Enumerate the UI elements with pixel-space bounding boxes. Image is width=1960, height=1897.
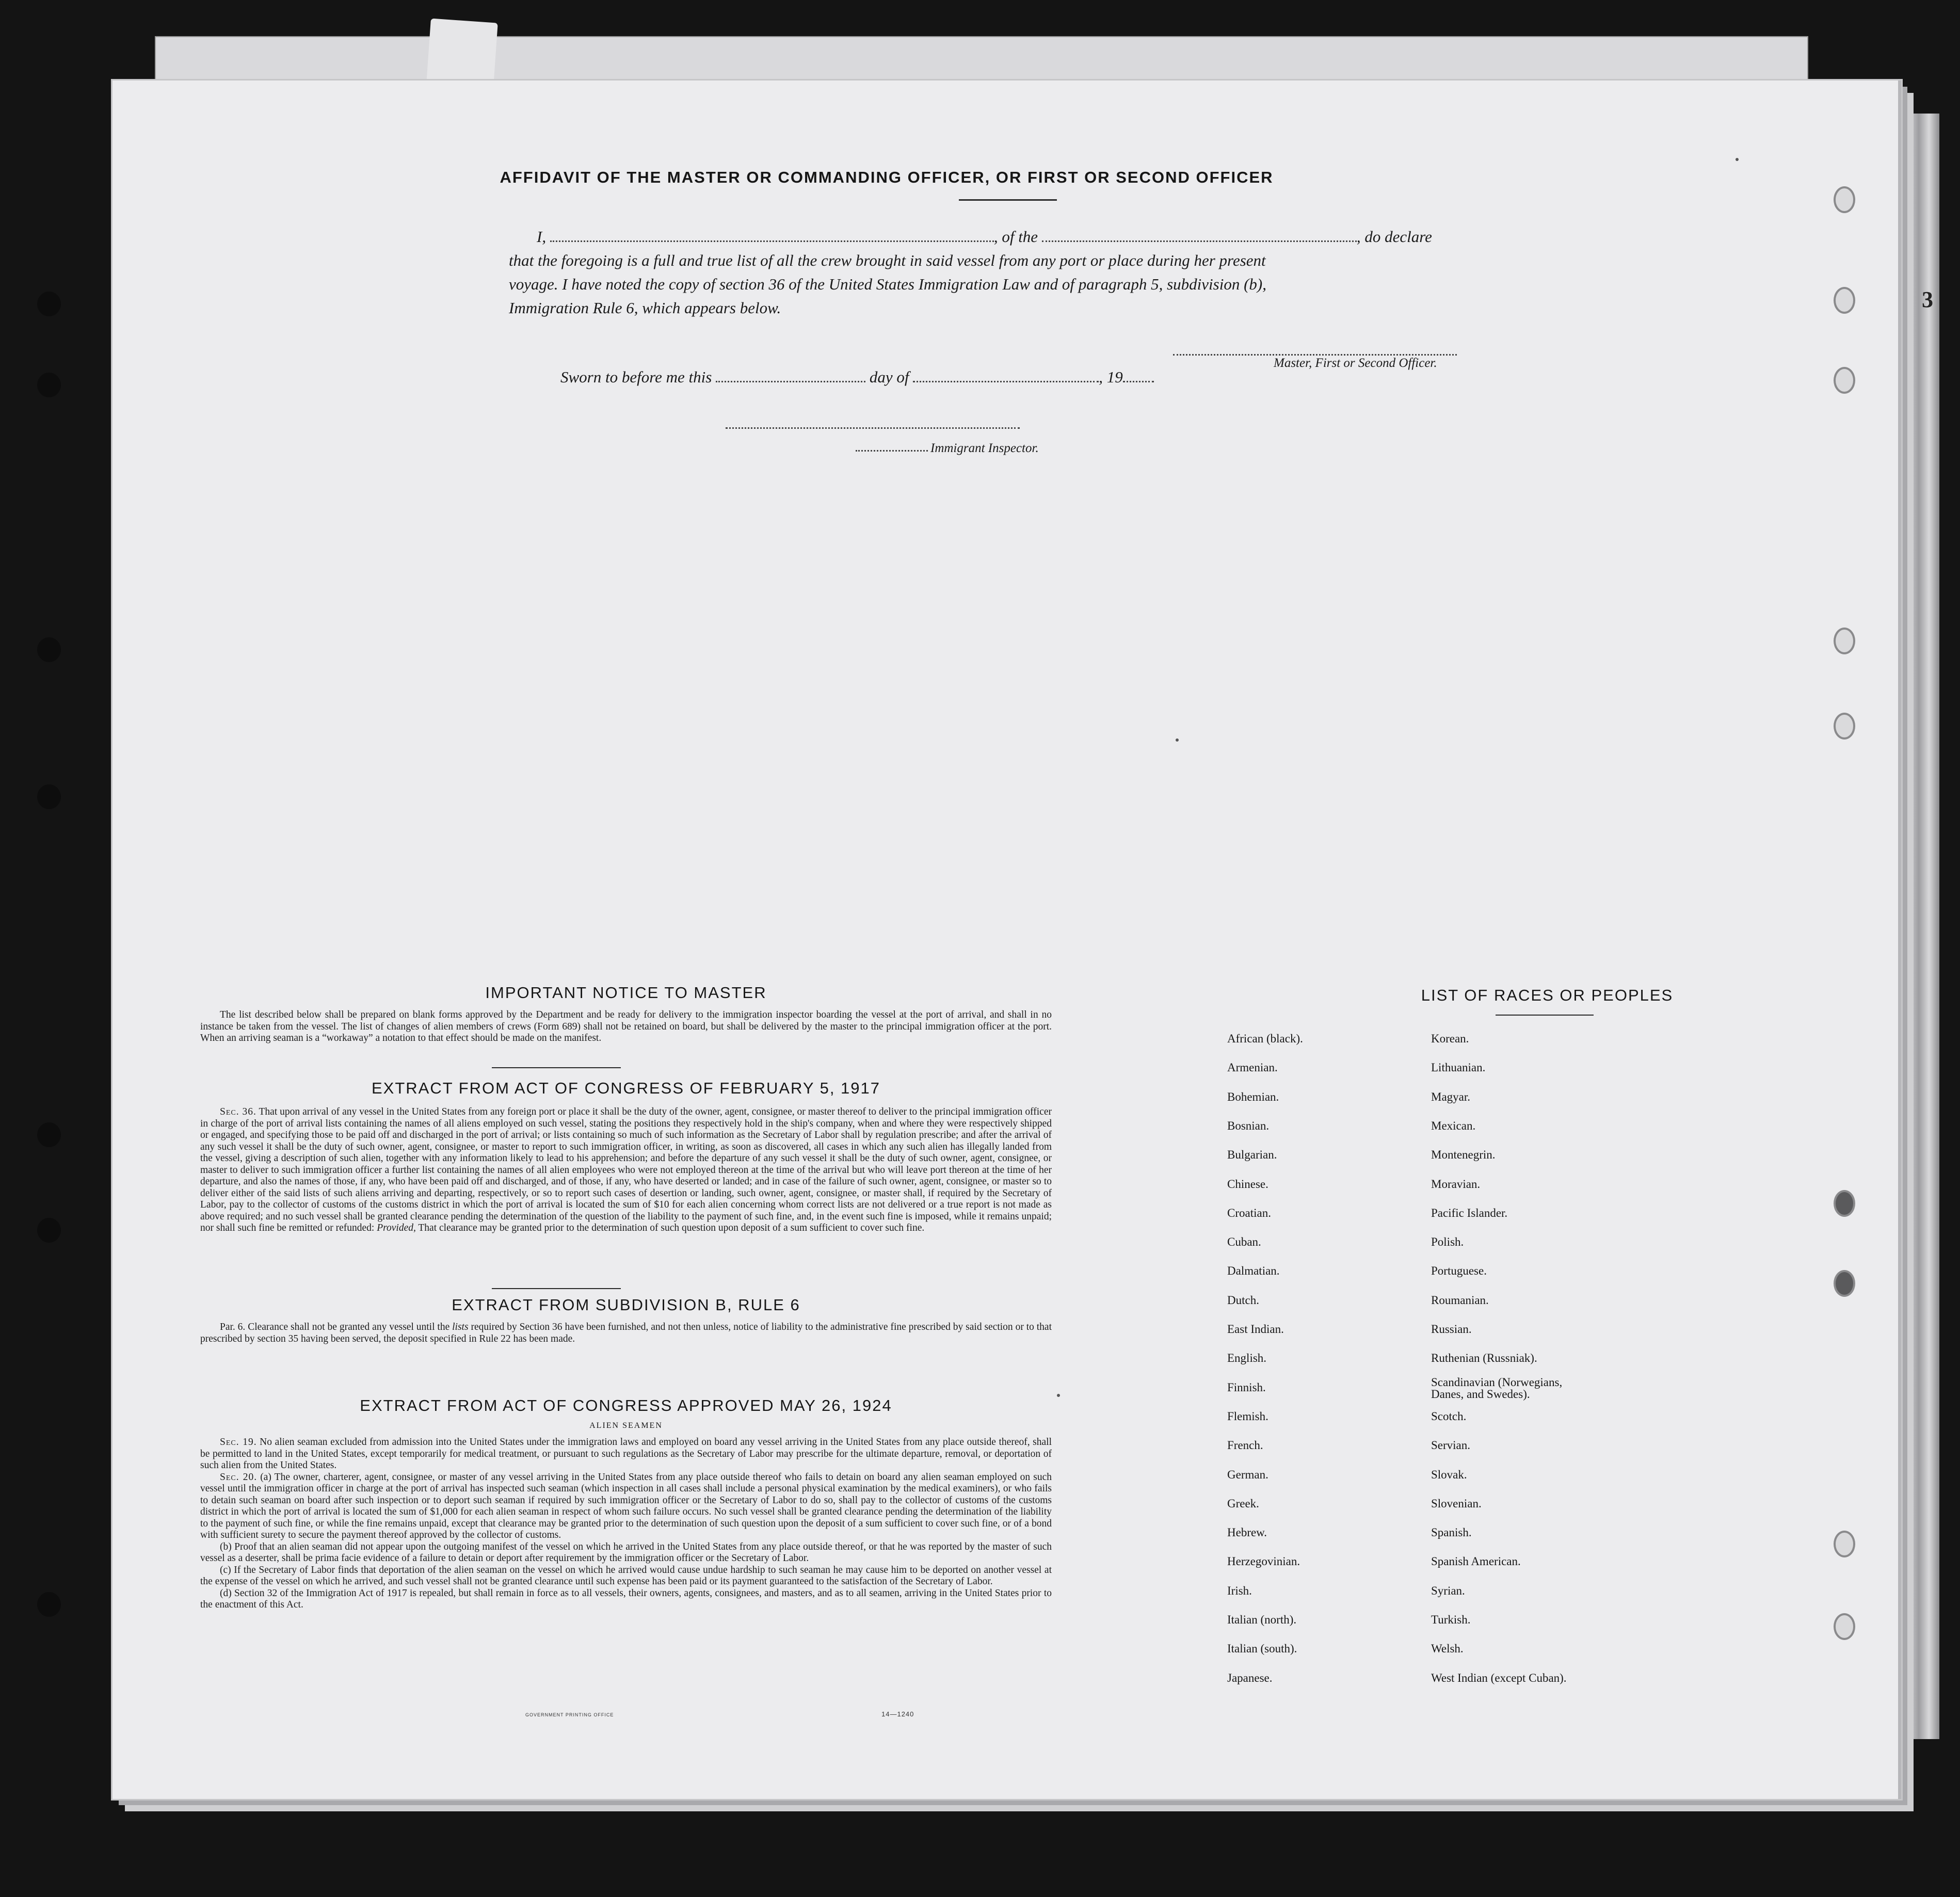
lists-word: lists — [452, 1322, 469, 1332]
printer-imprint: GOVERNMENT PRINTING OFFICE — [525, 1712, 614, 1717]
extract-1917-rule — [492, 1288, 621, 1289]
inspector-signature-field[interactable] — [726, 427, 1020, 429]
race-item: Montenegrin. — [1431, 1148, 1496, 1162]
ring-icon — [1834, 1190, 1855, 1217]
section-36-text: That upon arrival of any vessel in the United States from any foreign port or place it shall be the duty of the owner, agent, consignee, or master thereof to deliver to the principal immigration officer in charge of the port of arrival lists containing the names of all aliens employed on such vessel, stating the positions they respectively hold in the ship's company, when and where they were respectively shipped or engaged, and specifying those to be paid off and discharged in the port of arrival; or lists containing so much of such information as the Secretary of Labor shall by regulation prescribe; and after the arrival of any such vessel it shall be the duty of such owner, agent, consignee, or master to report to such immigration officer, in writing, as soon as discovered, all cases in which any such alien has illegally landed from the vessel, giving a description of such alien, together with any information likely to lead to his apprehension; and before the departure of any such vessel it shall be the duty of such owner, agent, consignee, or master to deliver to such immigration officer a further list containing the names of all alien employees who were not employed thereon at the time of the arrival but who will leave port thereon at the time of her departure, and also the names of those, if any, who have been paid off and discharged, and of those, if any, who have deserted or landed; and in case of the failure of such owner, agent, consignee, or master so to deliver either of the said lists of such aliens arriving and departing, respectively, or so to report such cases of desertion or landing, such owner, agent, consignee, or master shall, if required by the Secretary of Labor, pay to the collector of customs of the customs district in which the port of arrival is located the sum of $10 for each alien concerning whom correct lists are not delivered or a true report is not made as above required; and no such vessel shall be granted clearance pending the determination of the question of the liability to the payment of such fine, and, in the event such fine is imposed, while it remains unpaid; nor shall such fine be remitted or refunded: — [200, 1106, 1052, 1233]
binder-hole-icon — [37, 1592, 61, 1617]
race-item: Lithuanian. — [1431, 1061, 1486, 1074]
race-item: Italian (south). — [1227, 1642, 1297, 1655]
race-item: German. — [1227, 1468, 1268, 1481]
notice-title: IMPORTANT NOTICE TO MASTER — [485, 984, 767, 1002]
declarant-name-field[interactable] — [550, 240, 994, 242]
affidavit-line-4: Immigration Rule 6, which appears below. — [509, 299, 781, 317]
race-item: Korean. — [1431, 1032, 1469, 1045]
race-item: Syrian. — [1431, 1584, 1465, 1597]
section-36-label: Sec. 36. — [220, 1106, 256, 1117]
affidavit-title-rule — [959, 199, 1057, 201]
affidavit-line-2: that the foregoing is a full and true list of all the crew brought in said vessel from any port or place during her present — [509, 251, 1266, 269]
section-36-paragraph — [200, 1106, 1052, 1234]
race-item: Italian (north). — [1227, 1613, 1297, 1626]
notice-rule — [492, 1067, 621, 1068]
ring-icon — [1834, 1531, 1855, 1557]
sec20d-paragraph: (d) Section 32 of the Immigration Act of 1917 is repealed, but shall remain in force as to all vessels, their owners, agents, consignees, and masters, and as to all seamen, arriving in the United States prior to the enactment of this Act. — [200, 1587, 1052, 1610]
sworn-year-field[interactable] — [1123, 381, 1154, 382]
race-item: Roumanian. — [1431, 1293, 1489, 1307]
race-item: Scandinavian (Norwegians, Danes, and Swedes). — [1431, 1375, 1563, 1401]
race-item: Cuban. — [1227, 1235, 1261, 1249]
race-item: Dutch. — [1227, 1293, 1259, 1307]
paper-speck — [1176, 738, 1179, 742]
race-item: Scotch. — [1431, 1409, 1467, 1423]
race-item: Servian. — [1431, 1439, 1471, 1452]
sworn-line — [560, 365, 1154, 389]
provided-word: Provided, — [377, 1223, 416, 1233]
affidavit-title: AFFIDAVIT OF THE MASTER OR COMMANDING OFFICER, OR FIRST OR SECOND OFFICER — [500, 168, 1274, 186]
ring-icon — [1834, 628, 1855, 654]
race-item: Flemish. — [1227, 1409, 1268, 1423]
rule6-paragraph — [200, 1322, 1052, 1345]
extract-rule6-text — [200, 1322, 1052, 1345]
race-item: West Indian (except Cuban). — [1431, 1671, 1567, 1684]
edge-mark: 3 — [1922, 287, 1933, 312]
binder-hole-icon — [37, 373, 61, 397]
paper-speck — [1057, 1394, 1060, 1397]
affidavit-line-1 — [537, 225, 1620, 249]
affidavit-line-3: voyage. I have noted the copy of section 36 of the United States Immigration Law and of paragraph 5, subdivision (b), — [509, 275, 1266, 293]
year-label: , 19 — [1099, 368, 1123, 386]
race-item: Portuguese. — [1431, 1264, 1487, 1278]
rule6-text-end: required by Section 36 have been furnished, and not then unless, notice of liability to the administrative fine prescribed by said section or to that prescribed by section 35 having been served, the deposit specified in Rule 22 has been made. — [200, 1322, 1052, 1344]
race-item: Greek. — [1227, 1497, 1259, 1510]
binder-hole-icon — [37, 784, 61, 809]
master-signature-label: Master, First or Second Officer. — [1274, 356, 1437, 370]
race-item: Croatian. — [1227, 1206, 1271, 1219]
race-item: Pacific Islander. — [1431, 1206, 1508, 1219]
ring-icon — [1834, 1270, 1855, 1297]
binder-hole-icon — [37, 637, 61, 662]
race-item: Bulgarian. — [1227, 1148, 1277, 1162]
race-item: Spanish. — [1431, 1526, 1472, 1539]
race-item: Irish. — [1227, 1584, 1252, 1597]
extract-1924-title: EXTRACT FROM ACT OF CONGRESS APPROVED MAY 26, 1924 — [360, 1396, 892, 1414]
race-item: English. — [1227, 1352, 1267, 1365]
race-item: Bohemian. — [1227, 1090, 1279, 1103]
race-item: Magyar. — [1431, 1090, 1471, 1103]
ring-icon — [1834, 287, 1855, 314]
race-item: French. — [1227, 1439, 1263, 1452]
race-item: Polish. — [1431, 1235, 1464, 1249]
binder-hole-icon — [37, 292, 61, 316]
declare-label: , do declare — [1356, 228, 1432, 246]
races-right-column — [1431, 1033, 1689, 1765]
section-36-text-end: That clearance may be granted prior to the determination of such question upon deposit of a sum sufficient to cover such fine. — [415, 1223, 925, 1233]
races-left-column — [1227, 1033, 1434, 1765]
race-item: Ruthenian (Russniak). — [1431, 1352, 1537, 1365]
sec20b-paragraph: (b) Proof that an alien seaman did not appear upon the outgoing manifest of the vessel on which he arrived in the United States from any place outside thereof, or that he was reported by the master of such vessel as a deserter, shall be prima facie evidence of a failure to detain or deport after requirement by the immigration officer or the Secretary of Labor. — [200, 1541, 1052, 1564]
alien-seamen-subtitle: ALIEN SEAMEN — [589, 1421, 663, 1430]
vessel-name-field[interactable] — [1042, 240, 1357, 242]
form-number: 14—1240 — [881, 1710, 914, 1718]
sec20-label: Sec. 20. — [220, 1471, 258, 1483]
page-edge-strip — [1908, 114, 1939, 1739]
binder-hole-icon — [37, 1218, 61, 1243]
sec20a-text: (a) The owner, charterer, agent, consignee, or master of any vessel arriving in the United States from any place outside thereof who fails to detain on board any alien seaman employed on such vessel until the immigration officer in charge at the port of arrival has inspected such seaman (which inspection in all cases shall include a personal physical examination by the medical examiners), or who fails to detain such seaman on board after such inspection or to deport such seaman if required by such immigration officer or the Secretary of Labor to do so, shall pay to the collector of customs of the customs district in which the port of arrival is located the sum of $1,000 for each alien seaman in respect of whom such failure occurs. No such vessel shall be granted clearance pending the determination of the liability to the payment of such fine, or while the fine remains unpaid, except that clearance may be granted prior to the determination of such question upon the deposit of a sum sufficient to cover such fine, or of a bond with sufficient surety to secure the payment thereof approved by the collector of customs. — [200, 1471, 1052, 1540]
sworn-day-field[interactable] — [716, 381, 865, 382]
extract-1917-title: EXTRACT FROM ACT OF CONGRESS OF FEBRUARY 5, 1917 — [371, 1079, 881, 1097]
ring-icon — [1834, 367, 1855, 394]
sec20a-paragraph — [200, 1472, 1052, 1541]
extract-1924-text — [200, 1437, 1052, 1611]
race-item: Armenian. — [1227, 1061, 1278, 1074]
race-item: Spanish American. — [1431, 1555, 1521, 1568]
sec19-paragraph — [200, 1437, 1052, 1472]
extract-rule6-title: EXTRACT FROM SUBDIVISION B, RULE 6 — [452, 1296, 800, 1314]
race-item: Japanese. — [1227, 1671, 1273, 1684]
race-item: Turkish. — [1431, 1613, 1471, 1626]
sec19-label: Sec. 19. — [220, 1437, 257, 1448]
race-item: Dalmatian. — [1227, 1264, 1280, 1278]
races-title-rule — [1496, 1015, 1594, 1016]
race-item: Bosnian. — [1227, 1119, 1270, 1132]
race-item: Herzegovinian. — [1227, 1555, 1300, 1568]
inspector-signature-lead — [856, 450, 928, 452]
sec20c-paragraph: (c) If the Secretary of Labor finds that deportation of the alien seaman on the vessel on which he arrived would cause undue hardship to such seaman he may cause him to be deported on another vessel at the expense of the vessel on which he arrived, and such vessel shall not be granted clearance until such expense has been paid or its payment guaranteed to the satisfaction of the Secretary of Labor. — [200, 1564, 1052, 1587]
race-item: Finnish. — [1227, 1380, 1266, 1394]
race-item: Russian. — [1431, 1323, 1472, 1336]
race-item: East Indian. — [1227, 1323, 1284, 1336]
race-item: Moravian. — [1431, 1177, 1481, 1191]
declarant-of-label: , of the — [993, 228, 1038, 246]
paper-speck — [1736, 158, 1739, 161]
ring-icon — [1834, 713, 1855, 739]
day-of-label: day of — [869, 368, 909, 386]
sec19-text: No alien seaman excluded from admission into the United States under the immigration laws and employed on board any vessel arriving in the United States from any place outside thereof, shall be permitted to land in the United States, except temporarily for medical treatment, or pursuant to such regulations as the Secretary of Labor may prescribe for the ultimate departure, removal, or deportation of such alien from the United States. — [200, 1437, 1052, 1471]
race-item: Hebrew. — [1227, 1526, 1267, 1539]
ring-icon — [1834, 1613, 1855, 1640]
notice-paragraph: The list described below shall be prepared on blank forms approved by the Department and be ready for delivery to the immigration inspector boarding the vessel at the port of arrival, and shall in no instance be taken from the vessel. The list of changes of alien members of crews (Form 689) shall not be retained on board, but shall be delivered by the master to the principal immigration officer at the port. When an arriving seaman is a “workaway” a notation to that effect should be made on the manifest. — [200, 1009, 1052, 1043]
manifest-page — [113, 81, 1901, 1799]
declarant-prefix: I, — [537, 228, 547, 246]
sworn-label: Sworn to before me this — [560, 368, 712, 386]
rule6-text: Par. 6. Clearance shall not be granted any vessel until the — [220, 1322, 453, 1332]
notice-text — [200, 1009, 1052, 1044]
race-item: Slovenian. — [1431, 1497, 1482, 1510]
extract-1917-text — [200, 1106, 1052, 1234]
race-item: Mexican. — [1431, 1119, 1476, 1132]
races-title: LIST OF RACES OR PEOPLES — [1421, 986, 1674, 1004]
race-item: Welsh. — [1431, 1642, 1464, 1655]
race-item: Chinese. — [1227, 1177, 1268, 1191]
race-item: African (black). — [1227, 1032, 1303, 1045]
binder-hole-icon — [37, 1122, 61, 1147]
ring-icon — [1834, 186, 1855, 213]
sworn-month-field[interactable] — [913, 381, 1099, 382]
race-item: Slovak. — [1431, 1468, 1467, 1481]
inspector-signature-label: Immigrant Inspector. — [930, 441, 1039, 455]
